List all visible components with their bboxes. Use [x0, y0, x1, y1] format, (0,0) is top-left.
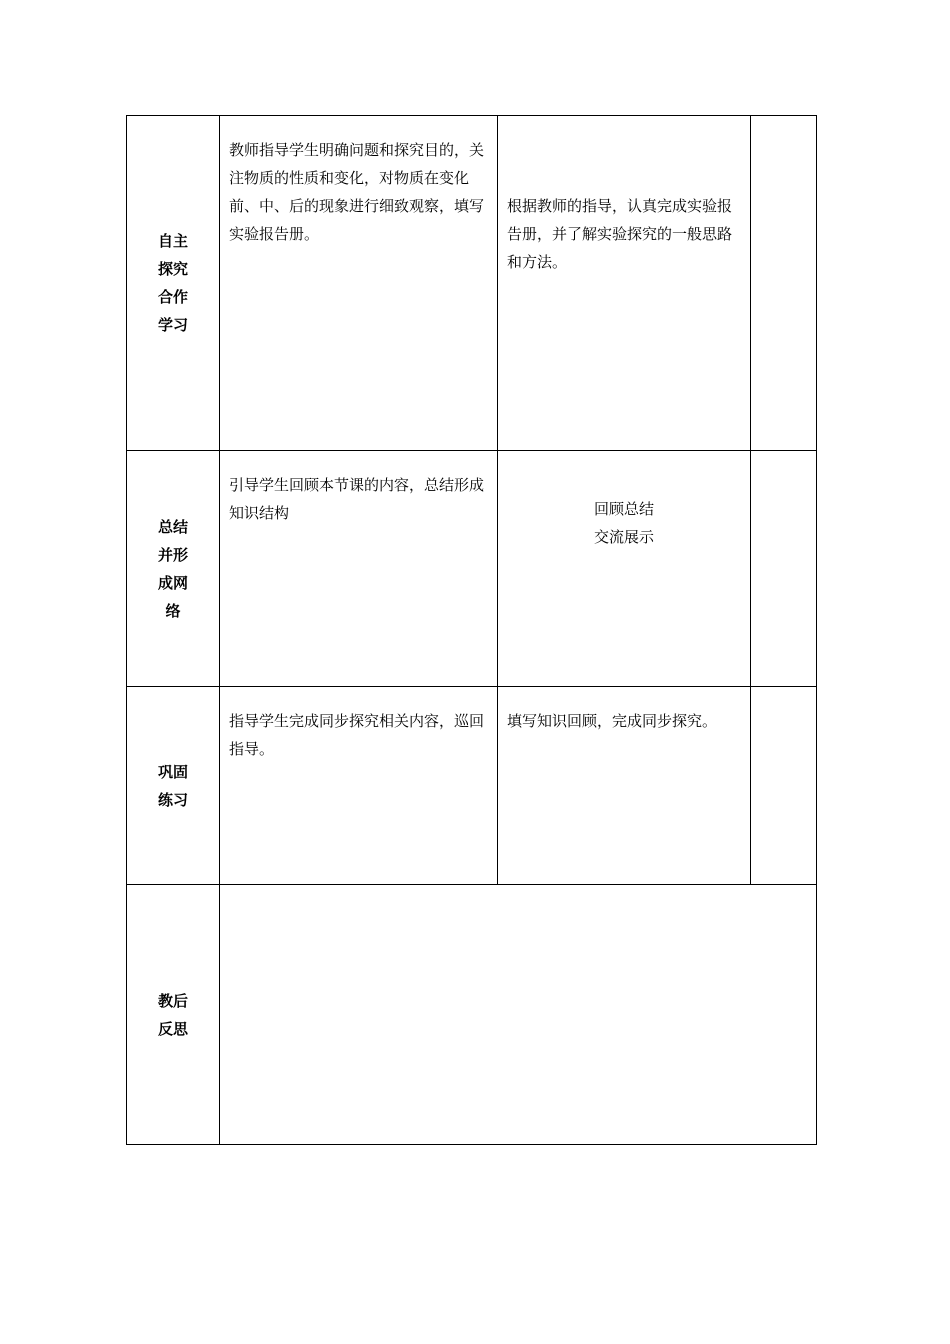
teacher-activity-cell: [220, 687, 498, 885]
row-label-cell: [127, 116, 220, 451]
student-activity-text: 填写知识回顾，完成同步探究。: [507, 712, 718, 730]
row-label-line: 合作: [157, 288, 188, 306]
teacher-activity-text: 指导学生完成同步探究相关内容，巡回指导。: [229, 712, 485, 758]
row-label-line: 自主: [157, 232, 188, 250]
student-activity-text: 根据教师的指导，认真完成实验报告册，并了解实验探究的一般思路和方法。: [507, 197, 733, 271]
table-row: [127, 116, 817, 451]
row-label-line: 探究: [157, 260, 188, 278]
table-row: [127, 885, 817, 1145]
reflection-cell: [220, 885, 817, 1145]
row-label-cell: [127, 885, 220, 1145]
student-activity-cell: [498, 687, 751, 885]
notes-cell: [751, 687, 817, 885]
student-activity-text: [498, 451, 750, 551]
row-label-line: 并形: [157, 545, 188, 564]
row-label-line: 巩固: [157, 762, 188, 781]
row-label-line: 教后: [157, 991, 188, 1010]
notes-cell: [751, 451, 817, 687]
table-row: [127, 451, 817, 687]
teacher-activity-text: 引导学生回顾本节课的内容，总结形成知识结构: [229, 476, 485, 522]
row-label-line: 反思: [157, 1019, 188, 1038]
reflection-text: [220, 885, 816, 905]
row-label-cell: [127, 451, 220, 687]
student-activity-cell: [498, 451, 751, 687]
row-label-line: 成网: [157, 573, 188, 592]
student-activity-line: 交流展示: [593, 528, 654, 546]
student-activity-line: 回顾总结: [593, 500, 654, 518]
row-label-line: 练习: [157, 790, 188, 809]
row-label-line: 总结: [157, 517, 188, 536]
row-label-line: 络: [165, 601, 181, 620]
notes-cell: [751, 116, 817, 451]
teacher-activity-cell: [220, 451, 498, 687]
student-activity-cell: [498, 116, 751, 451]
row-label-cell: [127, 687, 220, 885]
teacher-activity-cell: [220, 116, 498, 451]
lesson-plan-table: [126, 115, 817, 1145]
table-row: [127, 687, 817, 885]
row-label-line: 学习: [157, 316, 188, 334]
teacher-activity-text: 教师指导学生明确问题和探究目的，关注物质的性质和变化，对物质在变化前、中、后的现象进行细致观察，填写实验报告册。: [229, 141, 485, 243]
